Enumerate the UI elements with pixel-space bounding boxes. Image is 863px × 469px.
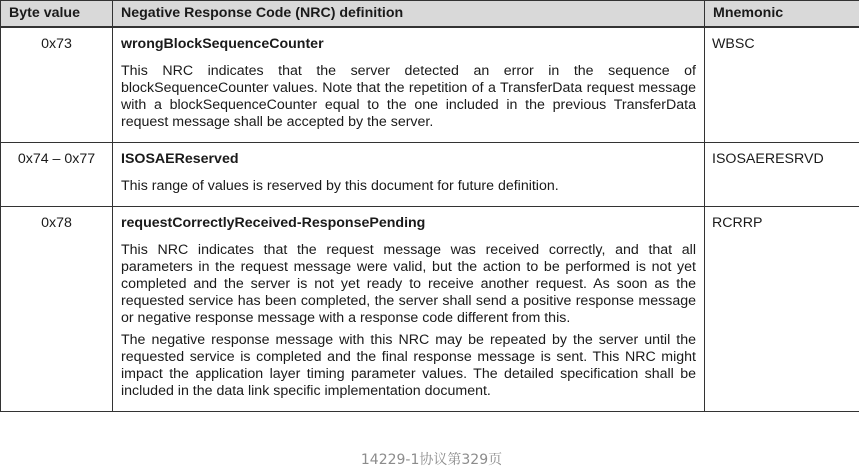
definition-cell	[113, 27, 705, 143]
mnemonic-cell: WBSC	[705, 27, 860, 143]
table-header-row	[1, 1, 860, 27]
nrc-description: This NRC indicates that the server detected an error in the sequence of blockSequenceCounter values. Note that the repetition of a TransferData request message with a blockSequenceCounter equal to the one included in the previous TransferData request message shall be accepted by the server.	[121, 62, 696, 130]
header-nrc-definition: Negative Response Code (NRC) definition	[113, 1, 705, 27]
nrc-description: This range of values is reserved by this document for future definition.	[121, 177, 559, 194]
byte-value-cell: 0x78	[1, 206, 113, 411]
nrc-name: requestCorrectlyReceived-ResponsePending	[121, 214, 426, 231]
mnemonic-cell: ISOSAERESRVD	[705, 142, 860, 206]
header-byte-value: Byte value	[1, 1, 113, 27]
definition-cell	[113, 142, 705, 206]
page-caption: 14229-1协议第329页	[360, 452, 503, 468]
nrc-description: This NRC indicates that the request message was received correctly, and that all parameters in the request message were valid, but the action to be performed is not yet completed and the server is not yet ready to receive another request. As soon as the requested service has been completed, the server shall send a positive response message or negative response message with a response code different from this.	[121, 241, 696, 326]
table-row	[1, 142, 860, 206]
nrc-description: The negative response message with this NRC may be repeated by the server until the requested service is completed and the final response message is sent. This NRC might impact the application layer timing parameter values. The detailed specification shall be included in the data link specific implementation document.	[121, 331, 696, 399]
nrc-name: wrongBlockSequenceCounter	[121, 35, 324, 52]
table-row	[1, 206, 860, 411]
mnemonic-cell: RCRRP	[705, 206, 860, 411]
table-row	[1, 27, 860, 143]
byte-value-cell: 0x74 – 0x77	[1, 142, 113, 206]
definition-cell	[113, 206, 705, 411]
byte-value-cell: 0x73	[1, 27, 113, 143]
nrc-name: ISOSAEReserved	[121, 150, 239, 167]
header-mnemonic: Mnemonic	[705, 1, 860, 27]
